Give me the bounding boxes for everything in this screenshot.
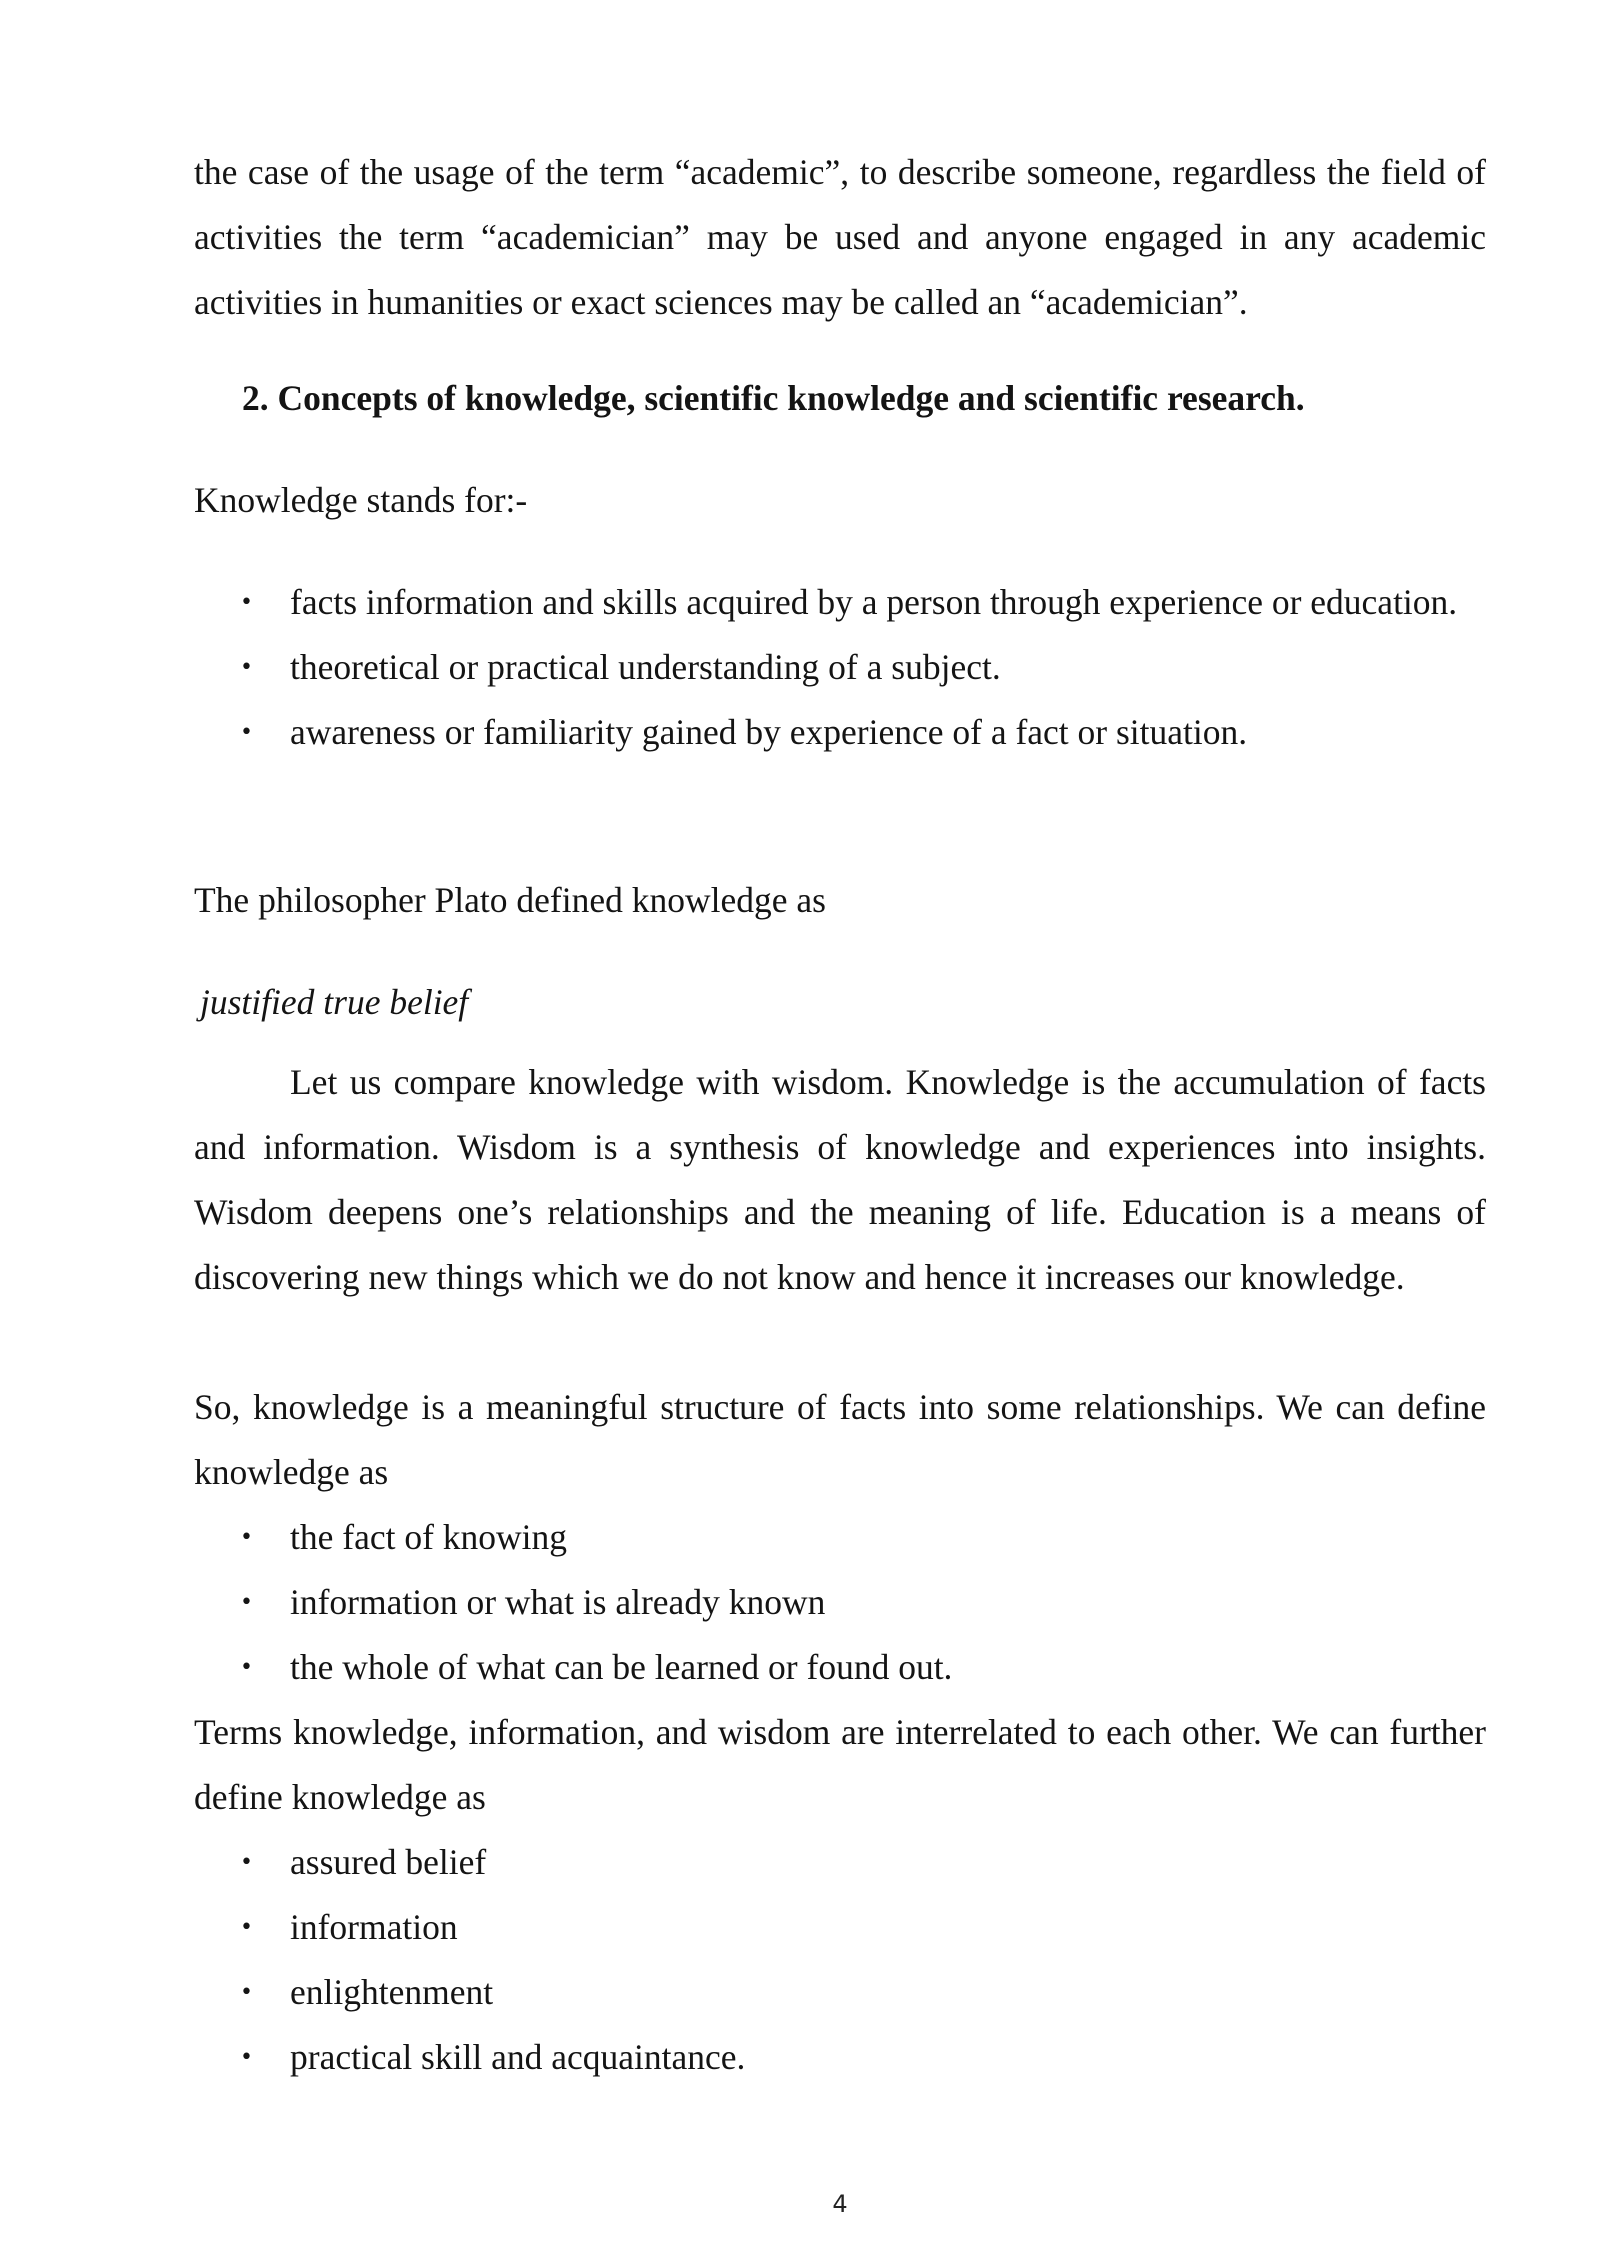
list-item: • information (194, 1895, 1486, 1960)
wisdom-paragraph: Let us compare knowledge with wisdom. Knowledge is the accumulation of facts and information. Wisdom is a synthesis of knowledge and experiences into insights. Wisdom deepens one’s relationships and the meaning of life. Education is a means of discovering new things which we do not know and hence it increases our knowledge. (194, 1062, 1486, 1297)
list-item: • the fact of knowing (194, 1505, 1486, 1570)
bullet-icon: • (240, 1915, 253, 1940)
list-item: • awareness or familiarity gained by experience of a fact or situation. (194, 700, 1486, 765)
list-item: • theoretical or practical understanding of a subject. (194, 635, 1486, 700)
define-list (194, 1505, 1486, 1700)
bullet-icon: • (240, 1850, 253, 1875)
structure-paragraph: So, knowledge is a meaningful structure of facts into some relationships. We can define knowledge as (194, 1387, 1486, 1492)
section-heading: 2. Concepts of knowledge, scientific knowledge and scientific research. (242, 378, 1305, 418)
knowledge-list (194, 570, 1486, 765)
bullet-icon: • (240, 720, 253, 745)
bullet-icon: • (240, 1655, 253, 1680)
list-item: • the whole of what can be learned or found out. (194, 1635, 1486, 1700)
list-item: • assured belief (194, 1830, 1486, 1895)
plato-sentence: The philosopher Plato defined knowledge as (194, 880, 826, 920)
bullet-icon: • (240, 590, 253, 615)
page-number: 4 (832, 2190, 848, 2218)
knowledge-intro: Knowledge stands for:- (194, 480, 528, 520)
list-item: • information or what is already known (194, 1570, 1486, 1635)
bullet-icon: • (240, 1980, 253, 2005)
bullet-icon: • (240, 1525, 253, 1550)
terms-paragraph: Terms knowledge, information, and wisdom are interrelated to each other. We can further define knowledge as (194, 1712, 1486, 1817)
plato-definition: justified true belief (200, 982, 469, 1022)
bullet-icon: • (240, 1590, 253, 1615)
further-list (194, 1830, 1486, 2090)
list-item: • enlightenment (194, 1960, 1486, 2025)
bullet-icon: • (240, 655, 253, 680)
list-item: • facts information and skills acquired by a person through experience or education. (194, 570, 1486, 635)
list-item: • practical skill and acquaintance. (194, 2025, 1486, 2090)
bullet-icon: • (240, 2045, 253, 2070)
opening-paragraph: the case of the usage of the term “academic”, to describe someone, regardless the field of activities the term “academician” may be used and anyone engaged in any academic activities in humanities or exact sciences may be called an “academician”. (194, 152, 1486, 322)
